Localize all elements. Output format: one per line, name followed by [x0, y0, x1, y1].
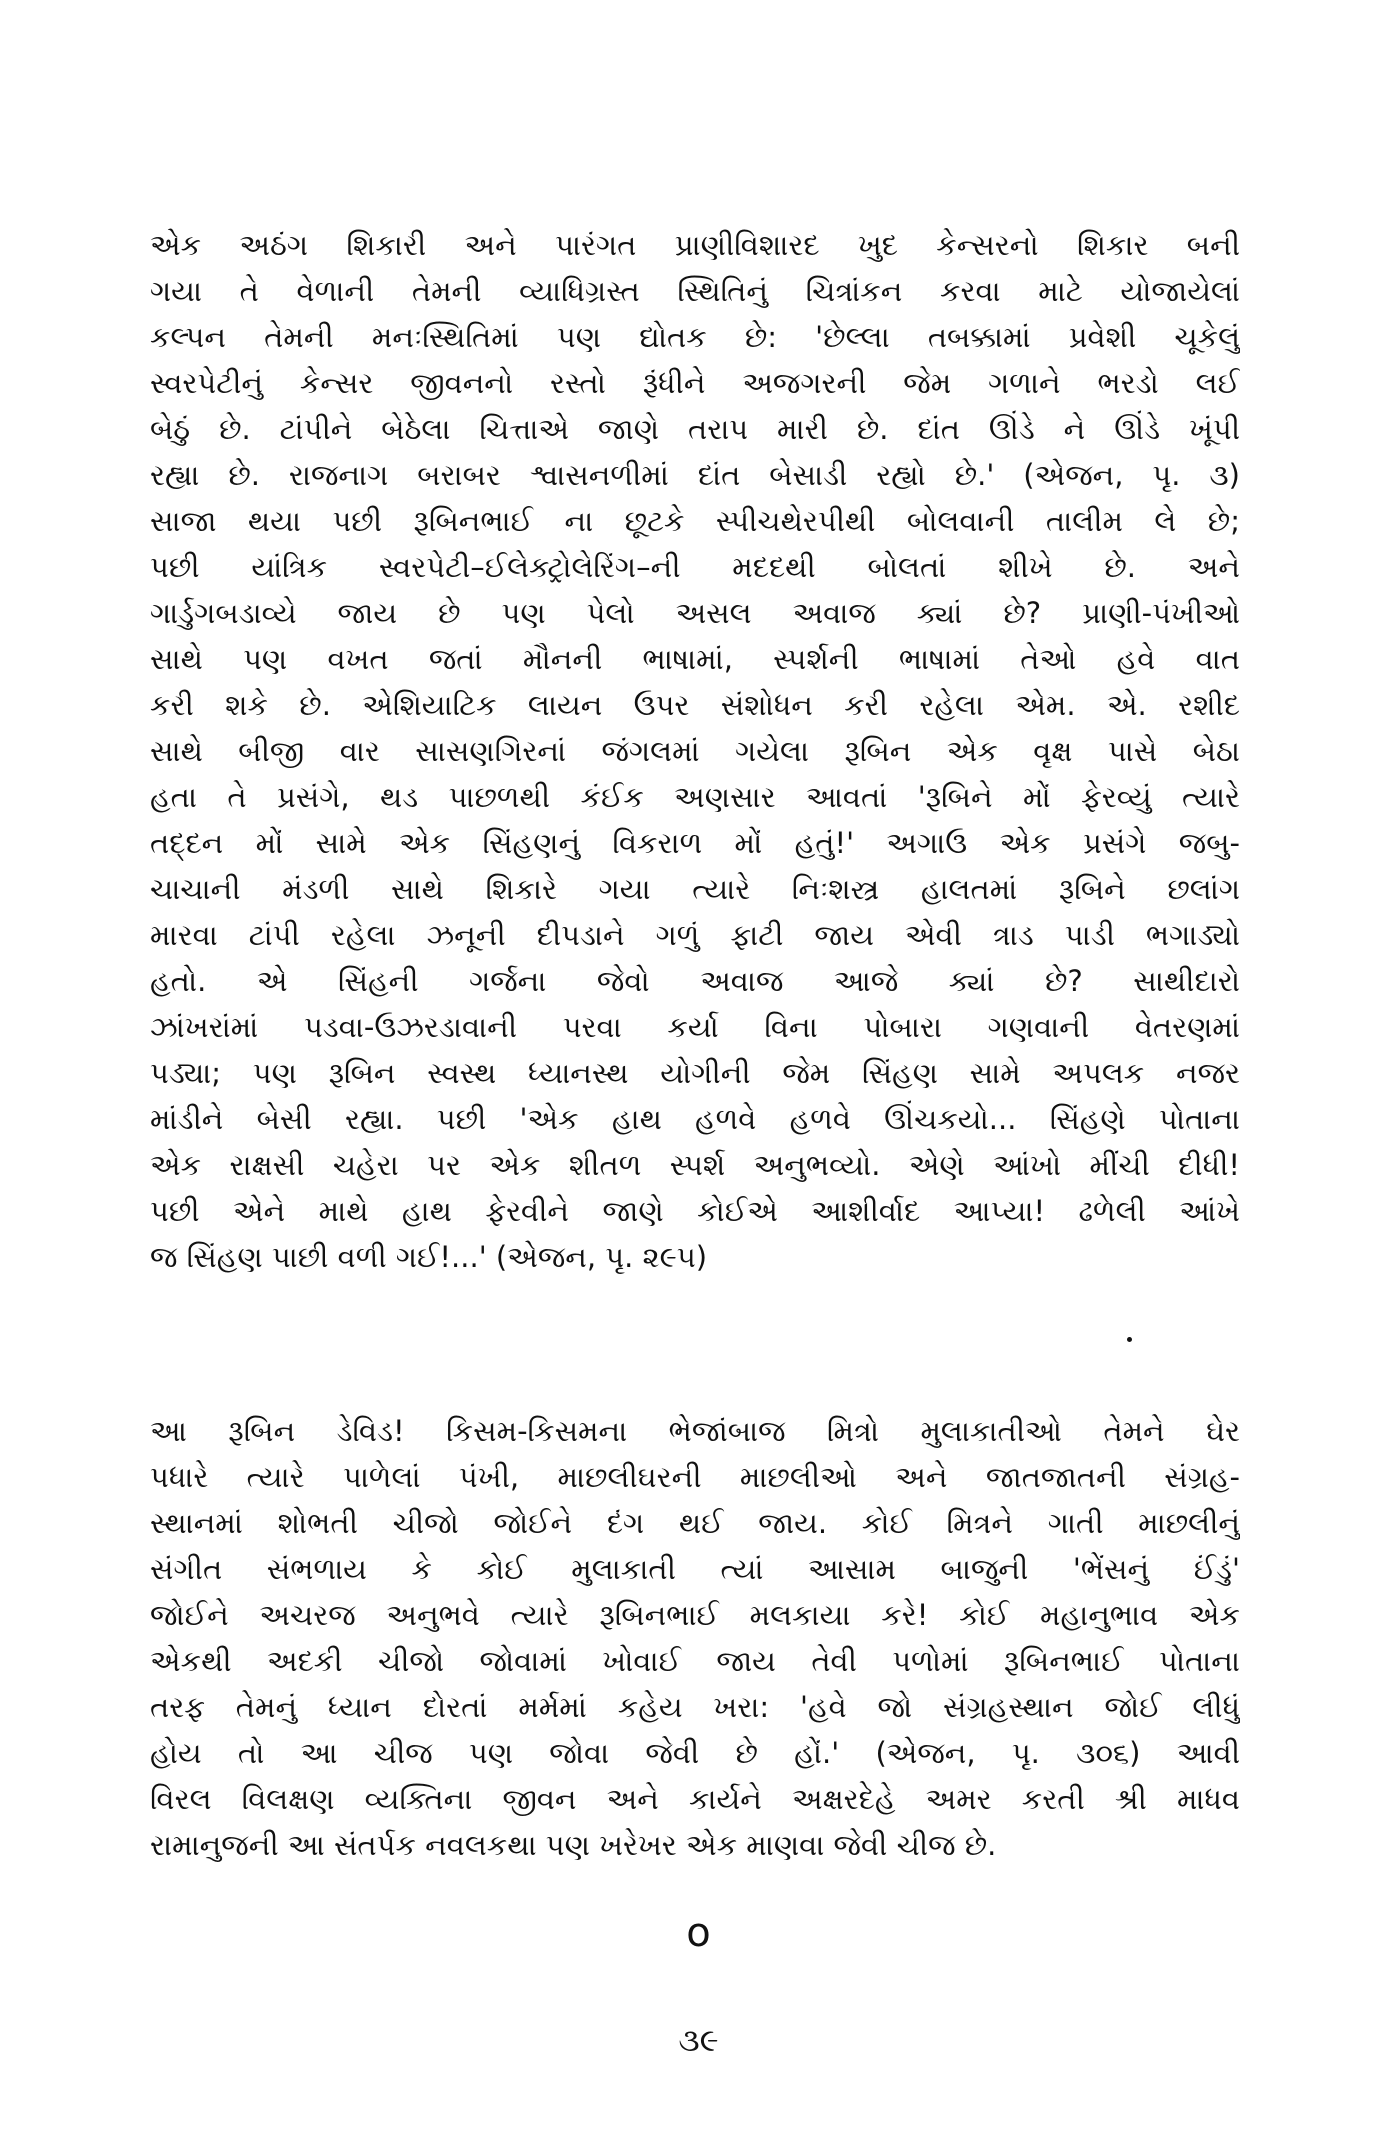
- text-line: સ્વરપેટીનું કેન્સર જીવનનો રસ્તો રૂંધીને અજગરની જેમ ગળાને ભરડો લઈ: [150, 366, 1240, 400]
- text-line: બેઠું છે. ટાંપીને બેઠેલા ચિત્તાએ જાણે તરાપ મારી છે. દાંત ઊંડે ને ઊંડે ખૂંપી: [150, 412, 1240, 446]
- text-line: રહ્યા છે. રાજનાગ બરાબર શ્વાસનળીમાં દાંત બેસાડી રહ્યો છે.' (એજન, પૃ. ૩): [150, 458, 1240, 492]
- text-line: કલ્પન તેમની મનઃસ્થિતિમાં પણ દ્યોતક છે: 'છેલ્લા તબક્કામાં પ્રવેશી ચૂકેલું: [150, 320, 1240, 354]
- text-line: સંગીત સંભળાય કે કોઈ મુલાકાતી ત્યાં આસામ બાજુની 'ભેંસનું ઈંડું': [150, 1552, 1240, 1586]
- text-line: રામાનુજની આ સંતર્પક નવલકથા પણ ખરેખર એક માણવા જેવી ચીજ છે.: [150, 1828, 997, 1862]
- text-line: માંડીને બેસી રહ્યા. પછી 'એક હાથ હળવે હળવે ઊંચકયો... સિંહણે પોતાના: [150, 1102, 1240, 1136]
- text-line: સાથે બીજી વાર સાસણગિરનાં જંગલમાં ગયેલા રૂબિન એક વૃક્ષ પાસે બેઠા: [150, 734, 1240, 768]
- paragraph-1: [150, 222, 1240, 1280]
- text-line: હતો. એ સિંહની ગર્જના જેવો અવાજ આજે ક્યાં છે? સાથીદારો: [150, 964, 1240, 998]
- text-line: કરી શકે છે. એશિયાટિક લાયન ઉપર સંશોધન કરી રહેલા એમ. એ. રશીદ: [150, 688, 1240, 722]
- text-line: પછી યાંત્રિક સ્વરપેટી–ઈલેક્ટ્રોલેરિંગ–ની મદદથી બોલતાં શીખે છે. અને: [150, 550, 1240, 584]
- text-line: પડ્યા; પણ રૂબિન સ્વસ્થ ધ્યાનસ્થ યોગીની જેમ સિંહણ સામે અપલક નજર: [150, 1056, 1240, 1090]
- text-line: ગાર્ડુગબડાવ્યે જાય છે પણ પેલો અસલ અવાજ ક્યાં છે? પ્રાણી-પંખીઓ: [150, 596, 1240, 630]
- text-line: જ સિંહણ પાછી વળી ગઈ!...' (એજન, પૃ. ૨૯૫): [150, 1240, 708, 1274]
- text-line: આ રૂબિન ડેવિડ! કિસમ-કિસમના ભેજાંબાજ મિત્રો મુલાકાતીઓ તેમને ઘેર: [150, 1414, 1240, 1448]
- text-line: સાજા થયા પછી રૂબિનભાઈ ના છૂટકે સ્પીચથેરપીથી બોલવાની તાલીમ લે છે;: [150, 504, 1240, 538]
- text-line: તદ્દન મોં સામે એક સિંહણનું વિકરાળ મોં હતું!' અગાઉ એક પ્રસંગે જબુ-: [150, 826, 1240, 860]
- text-line: હોય તો આ ચીજ પણ જોવા જેવી છે હોં.' (એજન, પૃ. ૩૦૬) આવી: [150, 1736, 1240, 1770]
- text-line: પછી એને માથે હાથ ફેરવીને જાણે કોઈએ આશીર્વાદ આપ્યા! ઢળેલી આંખે: [150, 1194, 1240, 1228]
- text-line: ઝાંખરાંમાં પડવા-ઉઝરડાવાની પરવા કર્યા વિના પોબારા ગણવાની વેતરણમાં: [150, 1010, 1240, 1044]
- text-line: સાથે પણ વખત જતાં મૌનની ભાષામાં, સ્પર્શની ભાષામાં તેઓ હવે વાત: [150, 642, 1240, 676]
- page-number: ૩૯: [678, 2021, 719, 2059]
- text-line: હતા તે પ્રસંગે, થડ પાછળથી કંઈક અણસાર આવતાં 'રૂબિને મોં ફેરવ્યું ત્યારે: [150, 780, 1240, 814]
- text-line: તરફ તેમનું ધ્યાન દોરતાં મર્મમાં કહેય ખરા: 'હવે જો સંગ્રહસ્થાન જોઈ લીધું: [150, 1690, 1240, 1724]
- text-line: ચાચાની મંડળી સાથે શિકારે ગયા ત્યારે નિઃશસ્ત્ર હાલતમાં રૂબિને છલાંગ: [150, 872, 1240, 906]
- text-line: એક અઠંગ શિકારી અને પારંગત પ્રાણીવિશારદ ખુદ કેન્સરનો શિકાર બની: [150, 228, 1240, 262]
- paragraph-2: [150, 1408, 1240, 1868]
- section-end-ornament: o: [686, 1910, 711, 1956]
- text-line: જોઈને અચરજ અનુભવે ત્યારે રૂબિનભાઈ મલકાયા કરે! કોઈ મહાનુભાવ એક: [150, 1598, 1240, 1632]
- text-line: પધારે ત્યારે પાળેલાં પંખી, માછલીઘરની માછલીઓ અને જાતજાતની સંગ્રહ-: [150, 1460, 1240, 1494]
- stray-dot: [1127, 1337, 1132, 1342]
- text-line: એકથી અદકી ચીજો જોવામાં ખોવાઈ જાય તેવી પળોમાં રૂબિનભાઈ પોતાના: [150, 1644, 1240, 1678]
- text-line: મારવા ટાંપી રહેલા ઝનૂની દીપડાને ગળું ફાટી જાય એવી ત્રાડ પાડી ભગાડ્યો: [150, 918, 1240, 952]
- text-line: એક રાક્ષસી ચહેરા પર એક શીતળ સ્પર્શ અનુભવ્યો. એણે આંખો મીંચી દીધી!: [150, 1148, 1240, 1182]
- text-line: ગયા તે વેળાની તેમની વ્યાધિગ્રસ્ત સ્થિતિનું ચિત્રાંકન કરવા માટે યોજાયેલાં: [150, 274, 1240, 308]
- text-line: વિરલ વિલક્ષણ વ્યક્તિના જીવન અને કાર્યને અક્ષરદેહે અમર કરતી શ્રી માધવ: [150, 1782, 1240, 1816]
- text-line: સ્થાનમાં શોભતી ચીજો જોઈને દંગ થઈ જાય. કોઈ મિત્રને ગાતી માછલીનું: [150, 1506, 1240, 1540]
